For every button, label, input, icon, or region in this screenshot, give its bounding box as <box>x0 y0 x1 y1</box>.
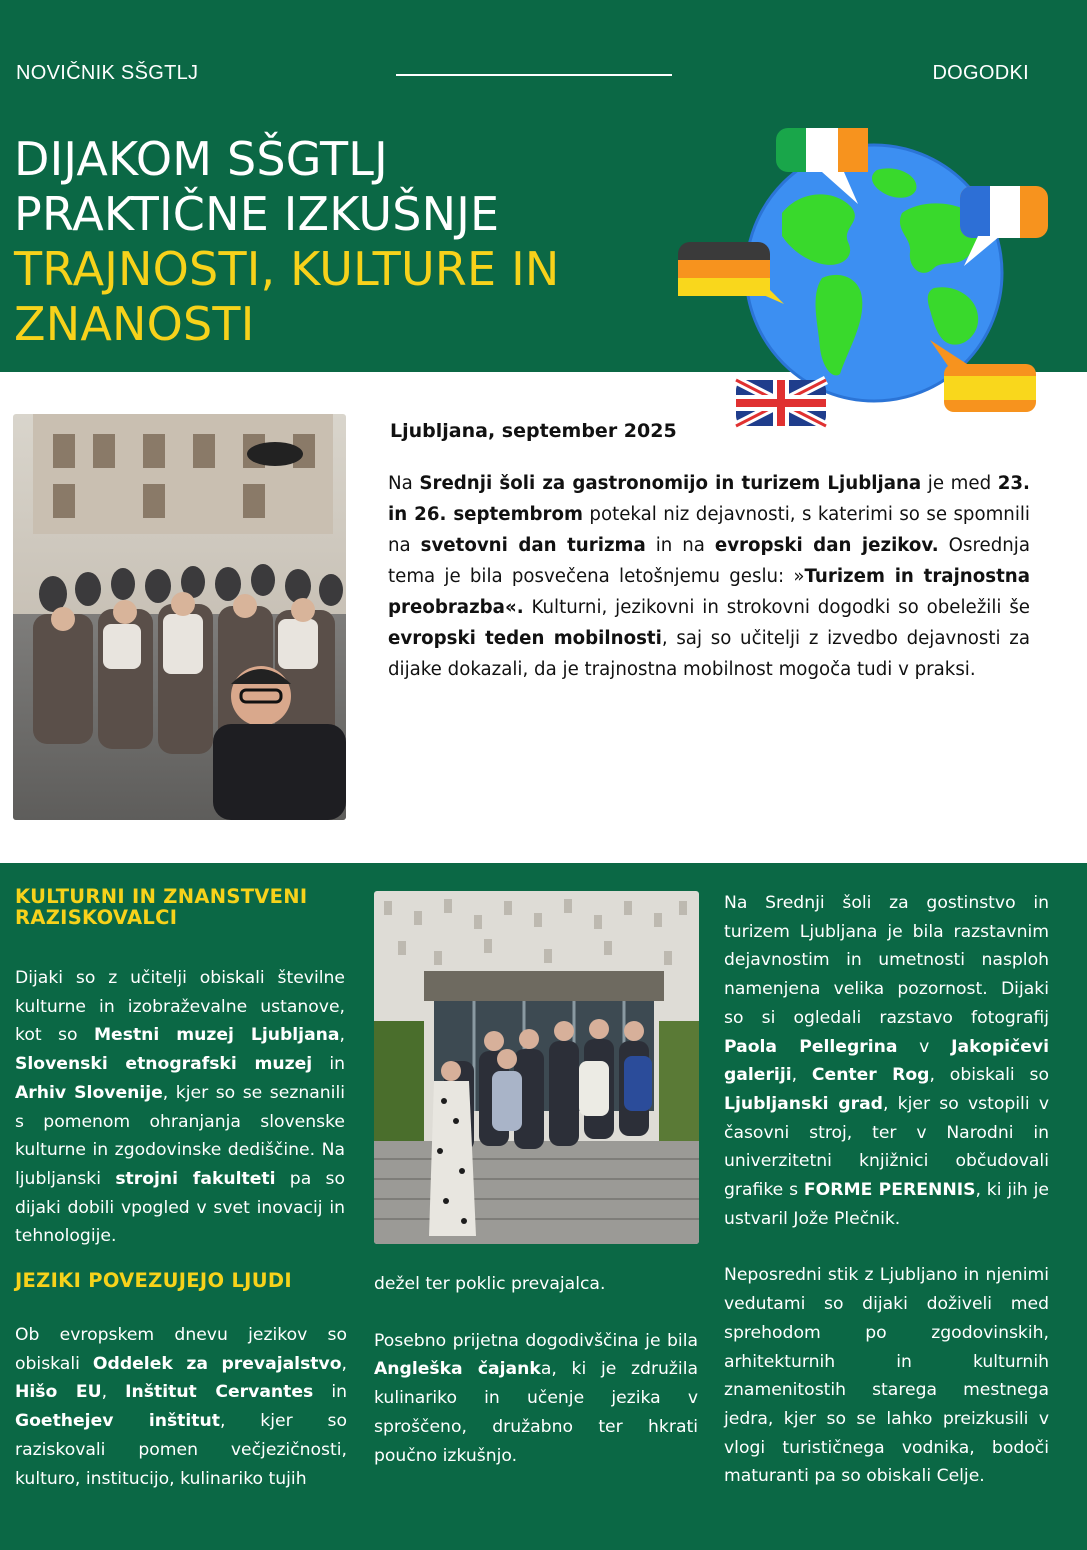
intro-text: je med <box>921 473 998 494</box>
culture-text: , <box>339 1025 345 1046</box>
photo-student-group-street <box>13 414 346 820</box>
art-text: , ki jih je ustvaril Jože Plečnik. <box>724 1180 1049 1229</box>
intro-bold: Srednji šoli za gastronomijo in turizem Ljubljana <box>419 473 922 494</box>
languages-text: , kjer so raziskovali pomen večjezičnosti, kulturo, institucijo, kulinariko tujih <box>15 1411 347 1489</box>
heading-culture: KULTURNI IN ZNANSTVENI RAZISKOVALCI <box>15 885 308 929</box>
art-bold: Center Rog <box>811 1065 930 1086</box>
languages-bold: Oddelek za prevajalstvo <box>92 1353 342 1374</box>
intro-text: , saj so učitelji z izvedbo dejavnosti za dijake dokazali, da je trajnostna mobilnost mogoča tudi v praksi. <box>388 628 1030 680</box>
culture-paragraph <box>15 964 345 1251</box>
culture-bold: strojni fakulteti <box>115 1168 276 1189</box>
languages-article <box>15 1321 347 1493</box>
title-line-3: TRAJNOSTI, KULTURE IN <box>14 242 560 296</box>
newsletter-name: NOVIČNIK SŠGTLJ <box>16 62 199 84</box>
languages-bold: Goethejev inštitut <box>15 1411 220 1432</box>
languages-continued <box>374 1270 698 1470</box>
title-line-4: ZNANOSTI <box>14 297 255 351</box>
intro-bold: svetovni dan turizma <box>420 535 646 556</box>
intro-bold: evropski dan jezikov. <box>714 535 939 556</box>
intro-text: Na <box>388 473 420 494</box>
tea-bold: Angleška čajank <box>374 1359 541 1380</box>
languages-text: , <box>101 1382 126 1403</box>
art-bold: FORME PERENNIS <box>803 1180 976 1201</box>
languages-text: , <box>341 1353 348 1374</box>
languages-bold: Inštitut Cervantes <box>125 1382 314 1403</box>
tea-text: a, ki je združila kulinariko in učenje jezika v sproščeno, družabno ter hkrati poučno izkušnjo. <box>374 1359 699 1466</box>
tea-text: Posebno prijetna dogodivščina je bila <box>374 1330 698 1351</box>
languages-continued-text: dežel ter poklic prevajalca. <box>374 1274 606 1294</box>
header-divider <box>396 74 672 76</box>
culture-text: in <box>312 1054 346 1075</box>
languages-text: in <box>313 1382 347 1403</box>
intro-article <box>388 420 1030 685</box>
languages-bold: Hišo EU <box>15 1382 102 1403</box>
art-text: , obiskali so <box>929 1065 1050 1086</box>
heading-languages: JEZIKI POVEZUJEJO LJUDI <box>15 1269 292 1292</box>
title-line-2: PRAKTIČNE IZKUŠNJE <box>14 187 500 241</box>
germany-flag <box>678 242 784 304</box>
art-paragraph <box>724 889 1049 1233</box>
dateline: Ljubljana, september 2025 <box>390 420 677 442</box>
page-title <box>14 132 559 352</box>
section-label: DOGODKI <box>932 62 1029 84</box>
culture-text: , kjer so se seznanili s pomenom ohranjanja slovenske kulturne in zgodovinske dediščine. Na ljubljanski <box>15 1082 345 1189</box>
art-text: Na Srednji šoli za gostinstvo in turizem Ljubljana je bila razstavnim dejavnostim in umetnosti nasploh namenjena velika pozornost. Dijaki so si ogledali razstavo fotografij <box>724 893 1049 1028</box>
intro-text: in na <box>645 535 715 556</box>
art-bold: Jakopičevi galeriji <box>724 1036 1049 1086</box>
intro-bold: evropski teden mobilnosti <box>388 628 662 649</box>
art-bold: Ljubljanski grad <box>724 1093 883 1114</box>
intro-text: Kulturni, jezikovni in strokovni dogodki so obeležili še <box>523 597 1030 618</box>
intro-text: potekal niz dejavnosti, s katerimi so se spomnili na <box>388 504 1030 556</box>
intro-bold: Turizem in trajnostna preobrazba«. <box>388 566 1030 618</box>
art-bold: Paola Pellegrina <box>724 1036 898 1057</box>
culture-text: pa so dijaki dobili vpogled v svet inovacij in tehnologije. <box>15 1168 345 1247</box>
spain-flag <box>930 340 1036 412</box>
culture-text: Dijaki so z učitelji obiskali številne kulturne in izobraževalne ustanove, kot so <box>15 968 345 1046</box>
globe-with-language-bubbles-icon <box>672 118 1072 428</box>
art-article <box>724 889 1049 1491</box>
intro-text: Osrednja tema je bila posvečena letošnjemu geslu: » <box>388 535 1030 587</box>
intro-bold: 23. in 26. septembrom <box>388 473 1030 525</box>
languages-text: Ob evropskem dnevu jezikov so obiskali <box>15 1325 347 1374</box>
art-text: , kjer so vstopili v časovni stroj, ter v Narodni in univerzitetni knjižnici občudovali grafike s <box>724 1093 1049 1201</box>
photo-students-building-steps <box>374 891 699 1244</box>
france-flag <box>960 186 1048 266</box>
culture-bold: Mestni muzej Ljubljana <box>93 1025 340 1046</box>
languages-paragraph <box>15 1321 347 1493</box>
culture-article <box>15 964 345 1251</box>
culture-bold: Arhiv Slovenije <box>15 1082 163 1103</box>
tea-party-paragraph <box>374 1327 698 1471</box>
art-text: , <box>791 1065 812 1086</box>
culture-bold: Slovenski etnografski muzej <box>15 1054 313 1075</box>
art-text: v <box>897 1036 952 1057</box>
walk-paragraph: Neposredni stik z Ljubljano in njenimi vedutami so dijaki doživeli med sprehodom po zgodovinskih, arhitekturnih in kulturnih znamenitostih starega mestnega jedra, kjer so se lahko preizkusili v vlogi turističnega vodnika, bodoči maturanti pa so obiskali Celje. <box>724 1265 1049 1487</box>
title-line-1: DIJAKOM SŠGTLJ <box>14 132 388 186</box>
intro-paragraph <box>388 468 1030 685</box>
